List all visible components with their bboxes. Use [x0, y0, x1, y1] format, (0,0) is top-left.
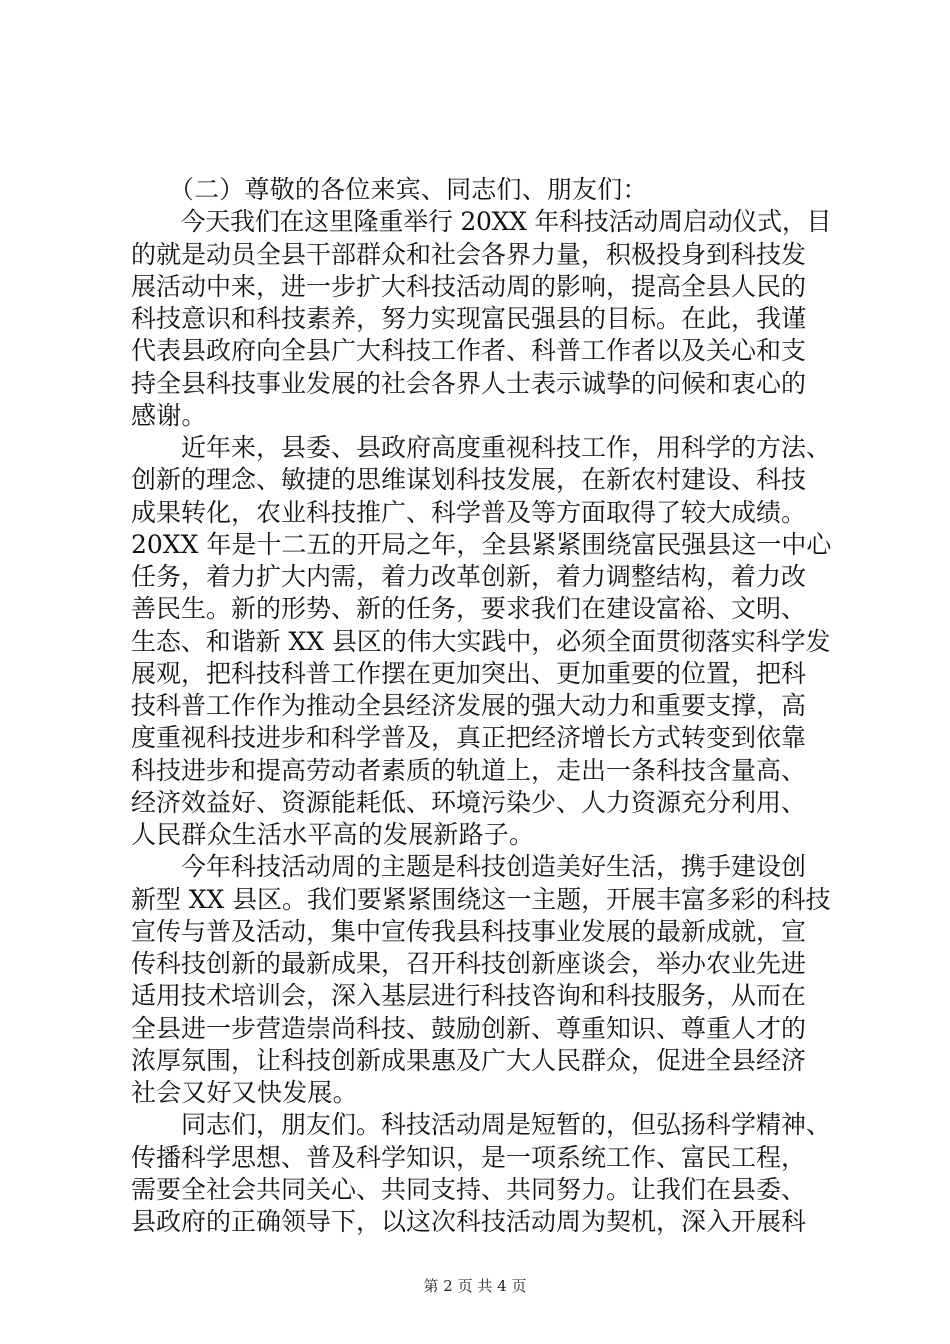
text-line: 近年来，县委、县政府高度重视科技工作，用科学的方法、	[131, 433, 831, 462]
page-footer: 第 2 页 共 4 页	[423, 1277, 527, 1295]
text-line: 的就是动员全县干部群众和社会各界力量，积极投身到科技发	[131, 239, 807, 269]
text-line: 展观，把科技科普工作摆在更加突出、更加重要的位置，把科	[131, 658, 807, 688]
text-line: 新型 XX 县区。我们要紧紧围绕这一主题，开展丰富多彩的科技	[131, 884, 831, 914]
text-line: 传科技创新的最新成果，召开科技创新座谈会，举办农业先进	[131, 949, 807, 978]
text-line: 全县进一步营造崇尚科技、鼓励创新、尊重知识、尊重人才的	[131, 1013, 807, 1043]
text-line: 科技意识和科技素养，努力实现富民强县的目标。在此，我谨	[131, 304, 807, 333]
body-text	[131, 174, 831, 1238]
text-line: 今天我们在这里隆重举行 20XX 年科技活动周启动仪式，目	[131, 207, 831, 237]
text-line: 适用技术培训会，深入基层进行科技咨询和科技服务，从而在	[131, 981, 807, 1011]
text-line: 县政府的正确领导下，以这次科技活动周为契机，深入开展科	[131, 1207, 807, 1236]
text-line: 创新的理念、敏捷的思维谋划科技发展，在新农村建设、科技	[131, 465, 807, 495]
text-line: 代表县政府向全县广大科技工作者、科普工作者以及关心和支	[131, 336, 807, 366]
text-line: 传播科学思想、普及科学知识，是一项系统工作、富民工程，	[131, 1142, 807, 1172]
text-line: 浓厚氛围，让科技创新成果惠及广大人民群众，促进全县经济	[131, 1045, 807, 1075]
text-line: 持全县科技事业发展的社会各界人士表示诚挚的问候和衷心的	[131, 368, 807, 398]
text-line: 成果转化，农业科技推广、科学普及等方面取得了较大成绩。	[131, 497, 807, 527]
text-line: 技科普工作作为推动全县经济发展的强大动力和重要支撑，高	[131, 691, 807, 720]
text-line: 宣传与普及活动，集中宣传我县科技事业发展的最新成就，宣	[131, 916, 807, 946]
text-line: 社会又好又快发展。	[131, 1078, 358, 1107]
text-line: 需要全社会共同关心、共同支持、共同努力。让我们在县委、	[131, 1174, 807, 1204]
text-line: 感谢。	[131, 400, 207, 430]
text-line: 生态、和谐新 XX 县区的伟大实践中，必须全面贯彻落实科学发	[131, 626, 831, 656]
text-line: 善民生。新的形势、新的任务，要求我们在建设富裕、文明、	[131, 594, 807, 624]
text-line: （二）尊敬的各位来宾、同志们、朋友们：	[131, 175, 648, 204]
text-line: 同志们，朋友们。科技活动周是短暂的，但弘扬科学精神、	[131, 1110, 831, 1140]
text-line: 人民群众生活水平高的发展新路子。	[131, 820, 535, 849]
text-line: 今年科技活动周的主题是科技创造美好生活，携手建设创	[131, 852, 807, 882]
text-line: 任务，着力扩大内需，着力改革创新，着力调整结构，着力改	[131, 562, 807, 591]
text-line: 经济效益好、资源能耗低、环境污染少、人力资源充分利用、	[131, 787, 807, 817]
text-line: 度重视科技进步和科学普及，真正把经济增长方式转变到依靠	[131, 723, 807, 753]
text-line: 20XX 年是十二五的开局之年，全县紧紧围绕富民强县这一中心	[131, 529, 831, 559]
text-line: 科技进步和提高劳动者素质的轨道上，走出一条科技含量高、	[131, 755, 807, 785]
text-line: 展活动中来，进一步扩大科技活动周的影响，提高全县人民的	[131, 271, 807, 301]
